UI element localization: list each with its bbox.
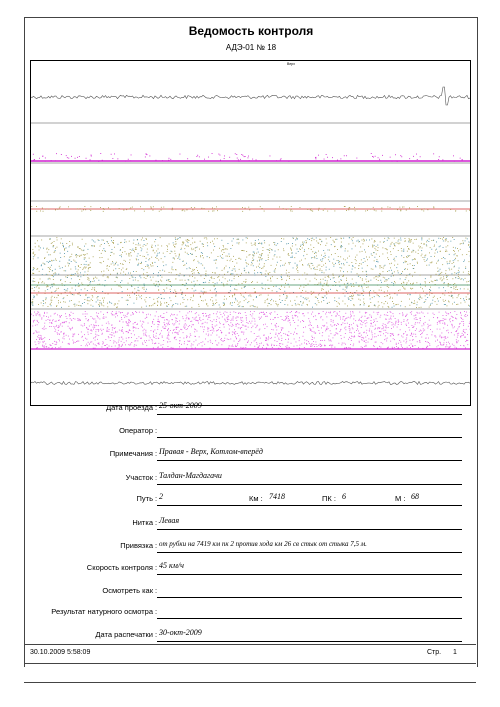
field-print-date-value: 30-окт-2009 (159, 628, 202, 637)
field-pk-label: ПК : (322, 494, 336, 503)
footer-bottom-line (24, 682, 476, 683)
field-speed-label: Скорость контроля (86, 563, 153, 572)
field-notes-label: Примечания (109, 449, 153, 458)
field-operator-label: Оператор (119, 426, 153, 435)
field-inspect-label: Осмотреть как (102, 586, 153, 595)
field-notes: Примечания : Правая - Верх, Котлом-вперёд (24, 447, 476, 461)
field-date-value: 25-окт-2009 (159, 401, 202, 410)
field-rail: Нитка : Левая (24, 516, 476, 530)
field-result-label: Результат натурного осмотра (51, 607, 153, 616)
footer-top-line (24, 644, 476, 645)
field-section-label: Участок (125, 473, 153, 482)
field-reference-label: Привязка (120, 541, 153, 550)
field-inspect: Осмотреть как : (24, 584, 476, 598)
field-rail-label: Нитка (132, 518, 153, 527)
footer-mid-line (24, 663, 476, 664)
field-km-label: Км : (249, 494, 263, 503)
field-print-date: Дата распечатки : 30-окт-2009 (24, 628, 476, 642)
field-speed-value: 45 км/ч (159, 561, 184, 570)
field-track: Путь : 2 Км : 7418 ПК : 6 М : 68 (24, 492, 476, 506)
field-print-date-label: Дата распечатки (95, 630, 153, 639)
chart-background (31, 61, 470, 405)
field-reference: Привязка : от рубки на 7419 км пк 2 против хода км 26 св стык от стыка 7,5 м. (24, 539, 476, 553)
field-rail-value: Левая (159, 516, 180, 525)
footer-timestamp: 30.10.2009 5:58:09 (30, 649, 91, 656)
footer-page-number: 1 (453, 649, 457, 656)
footer-page (427, 649, 457, 656)
field-pk-value: 6 (342, 492, 346, 501)
document-subtitle: АДЭ-01 № 18 (225, 43, 277, 52)
field-date: Дата проезда : 25-окт-2009 (24, 401, 476, 415)
field-section-value: Талдан-Магдагачи (159, 471, 222, 480)
field-m-value: 68 (411, 492, 419, 501)
chart-header-label: Верх (287, 62, 295, 66)
footer-page-label: Стр. (427, 649, 442, 656)
field-operator: Оператор : (24, 424, 476, 438)
field-km-value: 7418 (269, 492, 285, 501)
field-section: Участок : Талдан-Магдагачи (24, 471, 476, 485)
defectogram-svg (31, 61, 470, 405)
field-track-value: 2 (159, 492, 163, 501)
defectogram-chart (30, 60, 471, 406)
field-m-label: М : (395, 494, 406, 503)
field-date-label: Дата проезда (106, 403, 153, 412)
document-title: Ведомость контроля (188, 24, 314, 38)
field-track-label: Путь (136, 494, 153, 503)
field-notes-value: Правая - Верх, Котлом-вперёд (159, 447, 263, 456)
field-reference-value: от рубки на 7419 км пк 2 против хода км 26 св стык от стыка 7,5 м. (159, 540, 367, 548)
field-result: Результат натурного осмотра : (24, 605, 476, 619)
field-speed: Скорость контроля : 45 км/ч (24, 561, 476, 575)
